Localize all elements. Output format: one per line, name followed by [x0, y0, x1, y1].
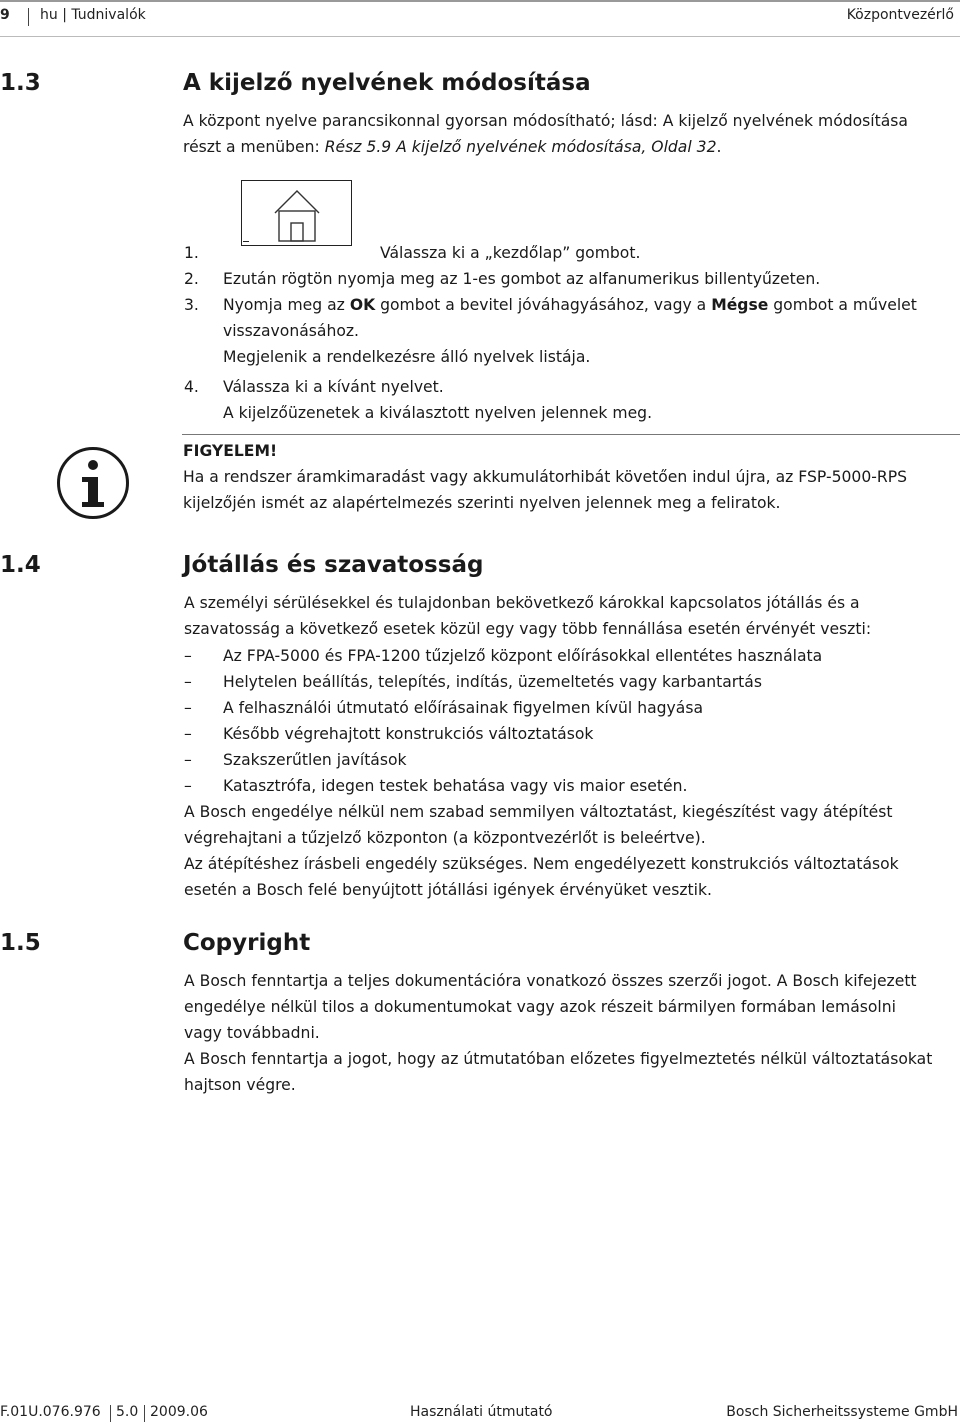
header-product: Központvezérlő — [846, 7, 954, 23]
paragraph-line: A Bosch engedélye nélkül nem szabad semmilyen változtatást, kiegészítést vagy átépítést — [184, 803, 893, 821]
note-title: FIGYELEM! — [183, 442, 278, 460]
step-number: 4. — [184, 378, 199, 396]
footer-doc-type: Használati útmutató — [410, 1404, 553, 1420]
paragraph-line: végrehajtani a tűzjelző központon (a központvezérlőt is beleértve). — [184, 829, 706, 847]
paragraph-line: hajtson végre. — [184, 1076, 296, 1094]
paragraph-line: engedélye nélkül tilos a dokumentumokat vagy azok részeit bármilyen formában lemásolni — [184, 998, 896, 1016]
section-number: 1.3 — [0, 70, 41, 96]
step-text: Válassza ki a „kezdőlap” gombot. — [380, 244, 641, 262]
bullet-dash: – — [184, 777, 192, 795]
step-text: Válassza ki a kívánt nyelvet. — [223, 378, 444, 396]
footer-date: 2009.06 — [150, 1404, 208, 1420]
bullet-dash: – — [184, 647, 192, 665]
list-item: A felhasználói útmutató előírásainak figyelmen kívül hagyása — [223, 699, 704, 717]
bullet-dash: – — [184, 751, 192, 769]
step-number: 3. — [184, 296, 199, 314]
list-item: Szakszerűtlen javítások — [223, 751, 407, 769]
bullet-dash: – — [184, 699, 192, 717]
bullet-dash: – — [184, 725, 192, 743]
note-divider — [182, 434, 960, 435]
paragraph-line: A személyi sérülésekkel és tulajdonban bekövetkező károkkal kapcsolatos jótállás és a — [184, 594, 860, 612]
info-icon — [57, 447, 129, 519]
bullet-dash: – — [184, 673, 192, 691]
list-item: Az FPA-5000 és FPA-1200 tűzjelző központ előírásokkal ellentétes használata — [223, 647, 823, 665]
home-button-image — [241, 180, 352, 246]
section-title: A kijelző nyelvének módosítása — [183, 70, 591, 96]
note-text: kijelzőjén ismét az alapértelmezés szerinti nyelven jelennek meg a feliratok. — [183, 494, 781, 512]
paragraph-line: A központ nyelve parancsikonnal gyorsan módosítható; lásd: A kijelző nyelvének módosítása — [183, 112, 908, 130]
paragraph-line: A Bosch fenntartja a teljes dokumentációra vonatkozó összes szerzői jogot. A Bosch kifejezett — [184, 972, 917, 990]
header-bottom-rule — [0, 36, 960, 37]
header-separator — [28, 8, 29, 26]
header-top-rule — [0, 0, 960, 2]
note-text: Ha a rendszer áramkimaradást vagy akkumulátorhibát követően indul újra, az FSP-5000-RPS — [183, 468, 908, 486]
list-item: Helytelen beállítás, telepítés, indítás, üzemeltetés vagy karbantartás — [223, 673, 762, 691]
list-item: Katasztrófa, idegen testek behatása vagy vis maior esetén. — [223, 777, 688, 795]
step-text-continued: visszavonásához. — [223, 322, 360, 340]
section-title: Copyright — [183, 930, 311, 956]
section-number: 1.5 — [0, 930, 41, 956]
home-icon — [242, 181, 353, 247]
step-text: Nyomja meg az OK gombot a bevitel jóváhagyásához, vagy a Mégse gombot a művelet — [223, 296, 917, 314]
step-result: Megjelenik a rendelkezésre álló nyelvek listája. — [223, 348, 591, 366]
section-number: 1.4 — [0, 552, 41, 578]
paragraph-line: részt a menüben: Rész 5.9 A kijelző nyelvének módosítása, Oldal 32. — [183, 138, 722, 156]
section-title: Jótállás és szavatosság — [183, 552, 484, 578]
footer-doc-id: F.01U.076.976 — [0, 1404, 101, 1420]
header-section-label: hu | Tudnivalók — [40, 7, 146, 23]
footer-version: 5.0 — [116, 1404, 139, 1420]
paragraph-line: Az átépítéshez írásbeli engedély szükséges. Nem engedélyezett konstrukciós változtatások — [184, 855, 899, 873]
list-item: Később végrehajtott konstrukciós változtatások — [223, 725, 594, 743]
header-page-number: 9 — [0, 7, 10, 23]
step-number: 2. — [184, 270, 199, 288]
step-number: 1. — [184, 244, 199, 262]
footer-company: Bosch Sicherheitssysteme GmbH — [726, 1404, 958, 1420]
paragraph-line: esetén a Bosch felé benyújtott jótállási igények érvényüket vesztik. — [184, 881, 712, 899]
footer-separator — [144, 1405, 145, 1422]
cross-reference-link[interactable]: Rész 5.9 A kijelző nyelvének módosítása, Oldal 32 — [324, 138, 717, 156]
paragraph-line: szavatosság a következő esetek közül egy vagy több fennállása esetén érvényét veszti: — [184, 620, 872, 638]
footer-separator — [110, 1405, 111, 1422]
paragraph-line: vagy továbbadni. — [184, 1024, 320, 1042]
paragraph-line: A Bosch fenntartja a jogot, hogy az útmutatóban előzetes figyelmeztetés nélkül változtatásokat — [184, 1050, 933, 1068]
step-text: Ezután rögtön nyomja meg az 1-es gombot az alfanumerikus billentyűzeten. — [223, 270, 821, 288]
step-result: A kijelzőüzenetek a kiválasztott nyelven jelennek meg. — [223, 404, 653, 422]
